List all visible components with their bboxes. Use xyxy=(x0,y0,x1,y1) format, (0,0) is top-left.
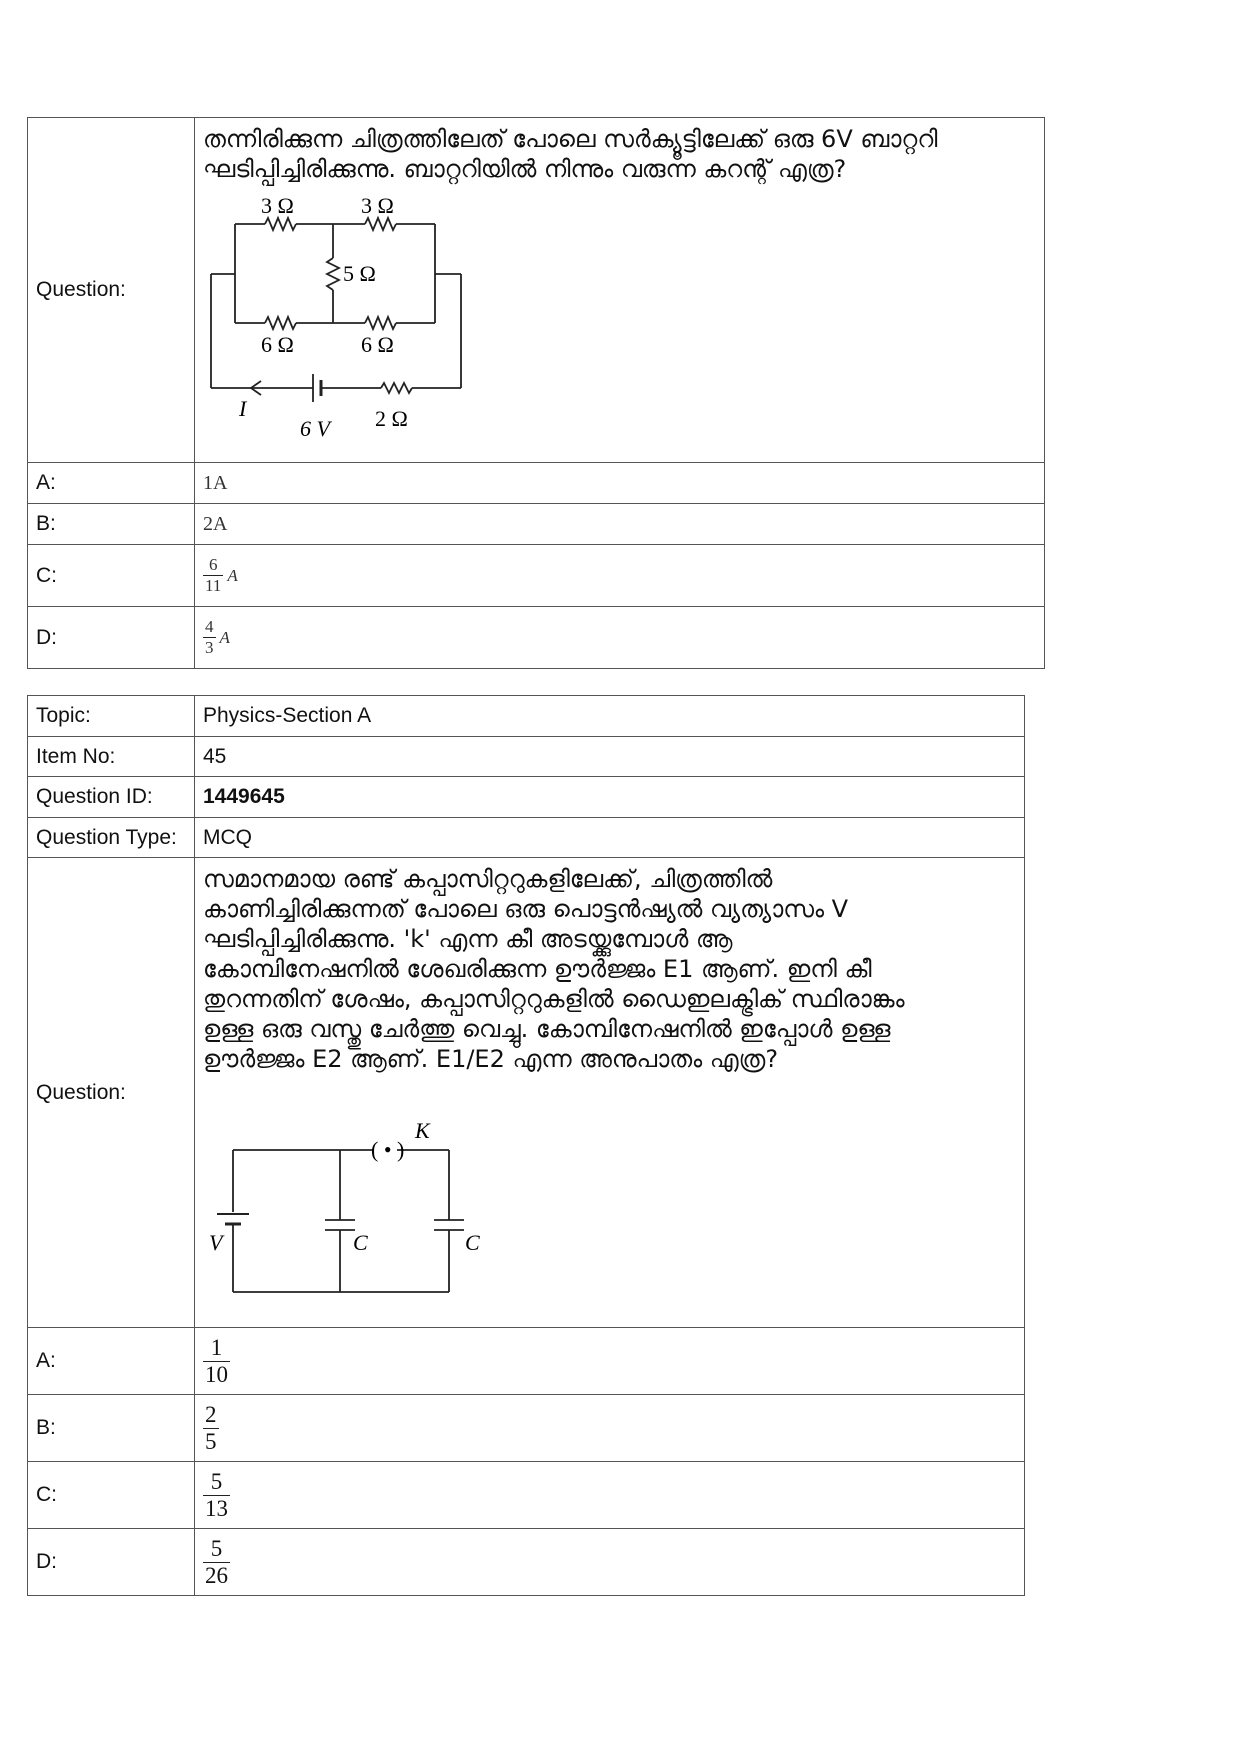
fraction xyxy=(203,1402,219,1455)
meta-row xyxy=(28,818,1025,858)
option-label: D: xyxy=(28,1529,195,1596)
question-text: തന്നിരിക്കുന്ന ചിത്രത്തിലേത് പോലെ സർക്യൂട്ടിലേക്ക് ഒരു 6V ബാറ്ററി ഘടിപ്പിച്ചിരിക്കുന്നു. ബാറ്ററിയിൽ നിന്നും വരുന്ന കറന്റ് എത്ര? xyxy=(203,125,938,183)
label-capacitor-1: C xyxy=(353,1230,368,1255)
denominator: 3 xyxy=(205,638,214,657)
fraction xyxy=(203,1536,230,1589)
option-row xyxy=(28,504,1045,545)
meta-label: Topic: xyxy=(28,696,195,737)
meta-value: Physics-Section A xyxy=(195,696,1025,737)
label-2ohm: 2 Ω xyxy=(375,406,408,431)
label-6ohm-bottom-left: 6 Ω xyxy=(261,332,294,357)
question-label: Question: xyxy=(28,118,195,463)
meta-row xyxy=(28,737,1025,777)
option-value xyxy=(195,504,1045,545)
question-table-2 xyxy=(27,695,1025,1596)
option-label: C: xyxy=(28,1462,195,1529)
fraction xyxy=(203,1335,230,1388)
option-label: D: xyxy=(28,607,195,669)
question-cell xyxy=(195,858,1025,1328)
fraction xyxy=(203,1469,230,1522)
meta-value: 1449645 xyxy=(195,777,1025,818)
meta-label: Item No: xyxy=(28,737,195,777)
meta-label: Question ID: xyxy=(28,777,195,818)
question-row xyxy=(28,118,1045,463)
option-value xyxy=(195,1395,1025,1462)
option-label: B: xyxy=(28,504,195,545)
fraction xyxy=(203,617,216,658)
numerator: 4 xyxy=(205,617,214,636)
question-row xyxy=(28,858,1025,1328)
capacitor-circuit-diagram xyxy=(203,1120,503,1320)
question-text: സമാനമായ രണ്ട് കപ്പാസിറ്ററുകളിലേക്ക്, ചിത്രത്തിൽ കാണിച്ചിരിക്കുന്നത് പോലെ ഒരു പൊട്ടൻഷ്യൽ വ്യത്യാസം V ഘടിപ്പിച്ചിരിക്കുന്നു. 'k' എന്ന കീ അടയ്ക്കുമ്പോൾ ആ കോമ്പിനേഷനിൽ ശേഖരിക്കുന്ന ഊർജ്ജം E1 ആണ്. ഇനി കീ തുറന്നതിന് ശേഷം, കപ്പാസിറ്ററുകളിൽ ഡൈഇലക്ട്രിക് സ്ഥിരാങ്കം ഉള്ള ഒരു വസ്തു ചേർത്തു വെച്ചു. കോമ്പിനേഷനിൽ ഇപ്പോൾ ഉള്ള ഊർജ്ജം E2 ആണ്. E1/E2 എന്ന അനുപാതം എത്ര? xyxy=(203,865,905,1073)
option-row xyxy=(28,607,1045,669)
label-5ohm: 5 Ω xyxy=(343,261,376,286)
denominator: 26 xyxy=(205,1562,228,1588)
option-row xyxy=(28,1328,1025,1395)
fraction xyxy=(203,555,223,596)
label-capacitor-2: C xyxy=(465,1230,480,1255)
meta-label: Question Type: xyxy=(28,818,195,858)
denominator: 10 xyxy=(205,1361,228,1387)
option-value xyxy=(195,607,1045,669)
option-value xyxy=(195,1529,1025,1596)
unit: A xyxy=(219,627,230,647)
label-6ohm-bottom-right: 6 Ω xyxy=(361,332,394,357)
option-label: C: xyxy=(28,545,195,607)
label-battery: 6 V xyxy=(300,416,330,441)
label-3ohm-top-left: 3 Ω xyxy=(261,193,294,218)
denominator: 5 xyxy=(205,1428,217,1454)
meta-row xyxy=(28,696,1025,737)
numerator: 5 xyxy=(210,1468,223,1494)
option-value xyxy=(195,1462,1025,1529)
unit: A xyxy=(227,565,238,585)
option-row xyxy=(28,1462,1025,1529)
question-label: Question: xyxy=(28,858,195,1328)
question-table-1 xyxy=(27,117,1045,669)
option-b-text: 2A xyxy=(203,513,228,535)
option-value xyxy=(195,463,1045,504)
circuit-diagram xyxy=(203,188,463,443)
label-key: K xyxy=(415,1120,430,1143)
option-a-text: 1A xyxy=(203,472,228,494)
meta-row xyxy=(28,777,1025,818)
numerator: 1 xyxy=(210,1334,223,1360)
meta-value: 45 xyxy=(195,737,1025,777)
option-label: A: xyxy=(28,1328,195,1395)
denominator: 13 xyxy=(205,1495,228,1521)
denominator: 11 xyxy=(205,576,222,595)
numerator: 5 xyxy=(210,1535,223,1561)
option-label: A: xyxy=(28,463,195,504)
numerator: 6 xyxy=(208,555,218,574)
option-value xyxy=(195,545,1045,607)
option-row xyxy=(28,463,1045,504)
key-symbol: ( • ) xyxy=(371,1137,405,1162)
option-row xyxy=(28,545,1045,607)
option-label: B: xyxy=(28,1395,195,1462)
question-cell xyxy=(195,118,1045,463)
numerator: 2 xyxy=(205,1401,217,1427)
label-voltage: V xyxy=(209,1230,223,1255)
meta-value: MCQ xyxy=(195,818,1025,858)
option-row xyxy=(28,1395,1025,1462)
label-current: I xyxy=(239,396,247,421)
option-value xyxy=(195,1328,1025,1395)
label-3ohm-top-right: 3 Ω xyxy=(361,193,394,218)
option-row xyxy=(28,1529,1025,1596)
